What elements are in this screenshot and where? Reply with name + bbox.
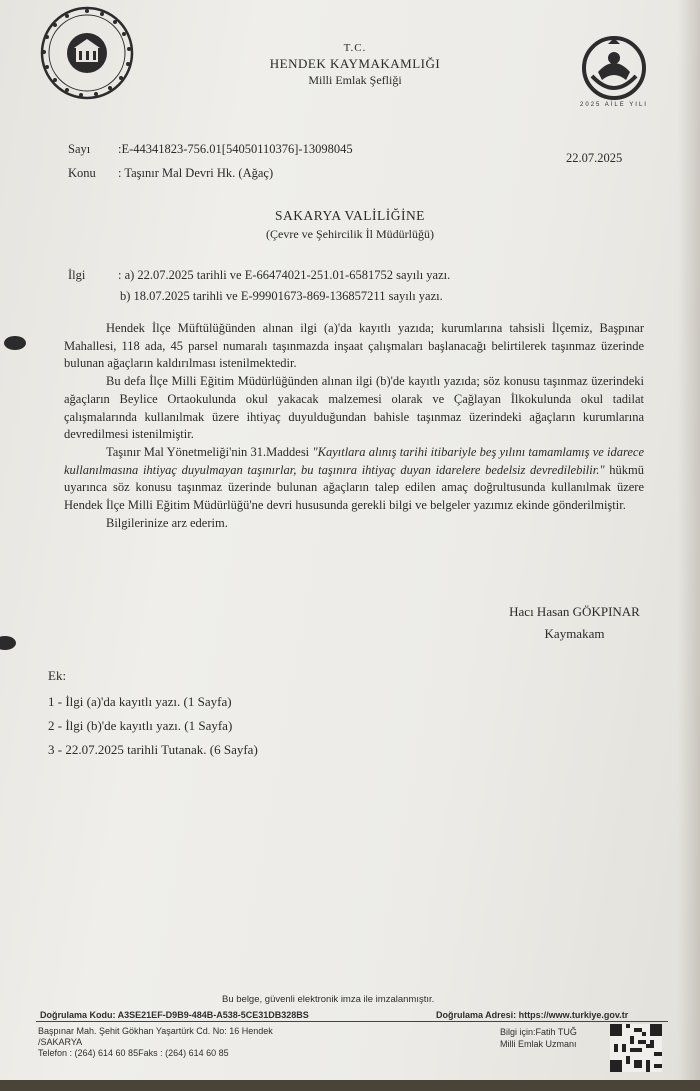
konu-label: Konu [68, 166, 96, 180]
letter-body [64, 320, 644, 532]
addressee-to: SAKARYA VALİLİĞİNE [275, 208, 425, 223]
letterhead-tc: T.C. [343, 42, 367, 54]
konu-value: : Taşınır Mal Devri Hk. (Ağaç) [118, 166, 274, 180]
attachments [48, 668, 258, 762]
ilgi-line-b: b) 18.07.2025 tarihli ve E-99901673-869-136857211 sayılı yazı. [120, 289, 443, 303]
paper-shadow [678, 0, 700, 1091]
letterhead [230, 42, 480, 88]
office-address [38, 1026, 273, 1059]
body-paragraph-4: Bilgilerinize arz ederim. [106, 515, 228, 530]
regulation-quote: "Kayıtlara alınış tarihi itibariyle beş yılını tamamlamış ve idarece kullanılmasına ihtiyaç duyulmayan taşınırlar, bu taşınıra ihtiyaç duyan idarelere bedelsiz devredilebilir." [64, 444, 645, 477]
letterhead-institution: HENDEK KAYMAKAMLIĞI [269, 56, 441, 71]
family-year-emblem [568, 36, 660, 114]
punch-hole-bottom [0, 636, 16, 650]
attachment-item: 2 - İlgi (b)'de kayıtlı yazı. (1 Sayfa) [48, 718, 233, 733]
body-paragraph-1: Hendek İlçe Müftülüğünden alınan ilgi (a)'da kayıtlı yazıda; kurumlarına tahsisli İlçemiz, Başpınar Mahallesi, 118 ada, 45 parsel numaralı taşınmazda inşaat çalışmaları başlanacağı belirtilerek taşınmaz üzerinde bulunan ağaçların kaldırılması istenilmektedir. [64, 321, 644, 371]
document-date: 22.07.2025 [566, 151, 623, 165]
verification-address: Doğrulama Adresi: https://www.turkiye.gov.tr [436, 1010, 629, 1020]
phone-fax: Telefon : (264) 614 60 85Faks : (264) 614 60 85 [38, 1048, 229, 1058]
esign-notice: Bu belge, güvenli elektronik imza ile imzalanmıştır. [222, 994, 435, 1005]
signer-title: Kaymakam [544, 626, 605, 641]
punch-hole-top [4, 336, 26, 350]
addressee [210, 208, 490, 242]
address-line-1: Başpınar Mah. Şehit Gökhan Yaşartürk Cd. No: 16 Hendek [38, 1026, 273, 1036]
paragraph-3-start: Taşınır Mal Yönetmeliği'nin 31.Maddesi [106, 444, 313, 459]
sayi-value: :E-44341823-756.01[54050110376]-13098045 [118, 142, 353, 156]
sayi-label: Sayı [68, 142, 91, 156]
kaymakamlik-seal-logo [40, 6, 134, 100]
emblem-caption: 2025 AİLE YILI [580, 102, 648, 108]
signature-block [492, 604, 657, 642]
ilgi-line-a: : a) 22.07.2025 tarihli ve E-66474021-251.01-6581752 sayılı yazı. [118, 268, 451, 282]
body-paragraph-3 [64, 444, 644, 515]
contact-info [500, 1026, 577, 1050]
qr-code [610, 1024, 662, 1072]
letterhead-department: Milli Emlak Şefliği [308, 73, 402, 87]
ilgi-label: İlgi [68, 268, 86, 282]
konu-row [68, 166, 273, 181]
addressee-sub: (Çevre ve Şehircilik İl Müdürlüğü) [266, 227, 434, 241]
verification-code: Doğrulama Kodu: A3SE21EF-D9B9-484B-A538-5CE31DB328BS [40, 1010, 309, 1020]
body-paragraph-2: Bu defa İlçe Milli Eğitim Müdürlüğünden alınan ilgi (b)'de kayıtlı yazıda; söz konusu taşınmaz üzerindeki ağaçların Beylice Ortaokulunda okul yakacak malzemesi olarak ve Çağlayan İlkokulunda okul tadilat çalışmalarında kullanılmak üzere ihtiyaç duyulduğundan bahisle taşınmaz üzerindeki ağaçların kurumlarına devredilmesi istenilmiştir. [64, 374, 644, 442]
attachments-label: Ek: [48, 668, 67, 683]
footer-divider [36, 1021, 668, 1022]
signer-name: Hacı Hasan GÖKPINAR [509, 604, 640, 619]
address-line-2: /SAKARYA [38, 1037, 83, 1047]
attachment-item: 1 - İlgi (a)'da kayıtlı yazı. (1 Sayfa) [48, 694, 232, 709]
sayi-row [68, 142, 353, 157]
attachment-item: 3 - 22.07.2025 tarihli Tutanak. (6 Sayfa) [48, 742, 258, 757]
info-title: Milli Emlak Uzmanı [500, 1039, 577, 1049]
table-surface [0, 1080, 700, 1091]
paragraph-3-end: hükmü uyarınca söz konusu taşınmaz üzerinde bulunan ağaçların talep edilen amaç doğrultusunda kullanılmak üzere Hendek İlçe Milli Eğitim Müdürlüğü'ne devri hususunda gerekli bilgi ve belgeler yazımız ekinde gönderilmiştir. [64, 462, 644, 513]
info-contact: Bilgi için:Fatih TUĞ [500, 1027, 577, 1037]
